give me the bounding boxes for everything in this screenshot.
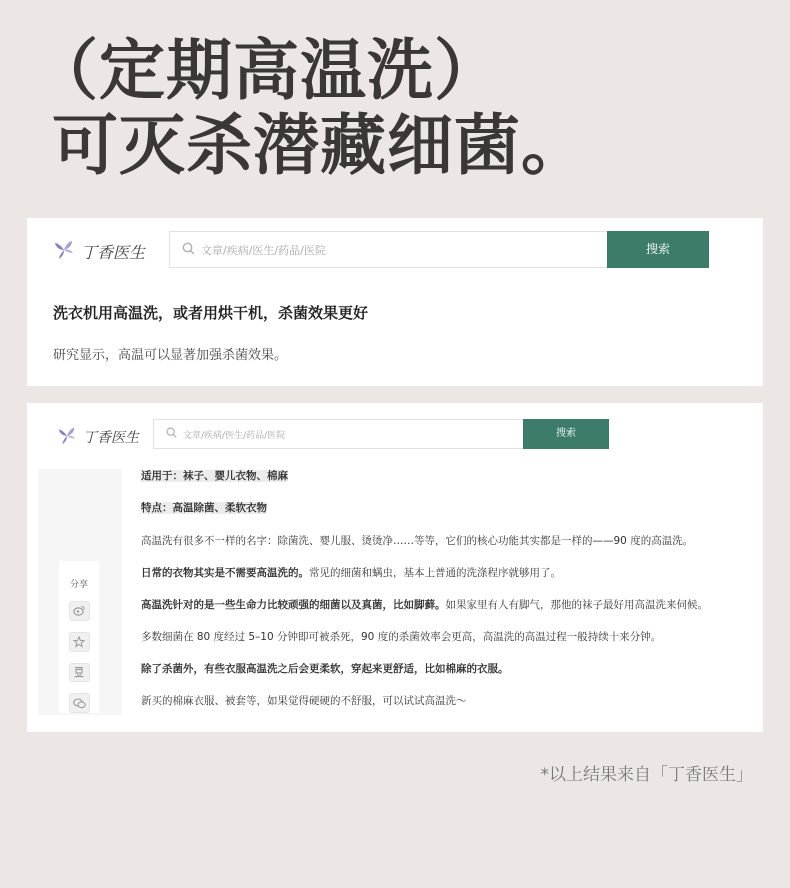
- article-summary: 研究显示，高温可以显著加强杀菌效果。: [53, 348, 288, 363]
- search-button[interactable]: 搜索: [523, 419, 609, 449]
- weibo-icon[interactable]: [69, 601, 90, 621]
- share-label: 分享: [69, 580, 88, 590]
- clove-logo-icon: [53, 238, 75, 264]
- brand-logo[interactable]: [53, 238, 145, 264]
- search-input[interactable]: [169, 231, 609, 268]
- star-icon[interactable]: [69, 632, 90, 652]
- article-title: 洗衣机用高温洗，或者用烘干机，杀菌效果更好: [53, 304, 369, 322]
- search-icon: [166, 427, 177, 441]
- article-paragraph-names: 高温洗有很多不一样的名字：除菌洗、婴儿服、烫烫净……等等，它们的核心功能其实都是一样的——90 度的高温洗。: [141, 535, 694, 547]
- headline-line-2: 可灭杀潜藏细菌。: [52, 107, 588, 184]
- screenshot-card-2: [27, 403, 763, 732]
- article-paragraph-softness: 除了杀菌外，有些衣服高温洗之后会更柔软，穿起来更舒适，比如棉麻的衣服。: [141, 663, 509, 675]
- douban-icon[interactable]: [69, 663, 90, 683]
- source-footnote: *以上结果来自「丁香医生」: [540, 765, 753, 785]
- article-paragraph-new-clothes: 新买的棉麻衣服、被套等，如果觉得硬硬的不舒服，可以试试高温洗～: [141, 695, 467, 707]
- article-applies-to: 适用于：袜子、婴儿衣物、棉麻: [141, 470, 288, 482]
- brand-logo-text: 丁香医生: [81, 242, 146, 262]
- screenshot-card-1: [27, 218, 763, 386]
- brand-logo-text: 丁香医生: [83, 430, 139, 446]
- brand-logo[interactable]: [57, 425, 139, 449]
- search-placeholder: 文章/疾病/医生/药品/医院: [183, 430, 286, 441]
- search-button[interactable]: 搜索: [607, 231, 709, 268]
- article-paragraph-target: 高温洗针对的是一些生命力比较顽强的细菌以及真菌，比如脚藓。如果家里有人有脚气，那他的袜子最好用高温洗来伺候。: [141, 599, 708, 611]
- article-features: 特点：高温除菌、柔软衣物: [141, 502, 267, 514]
- search-icon: [182, 242, 195, 258]
- article-paragraph-daily: 日常的衣物其实是不需要高温洗的。常见的细菌和螨虫，基本上普通的洗涤程序就够用了。: [141, 567, 561, 579]
- wechat-icon[interactable]: [69, 693, 90, 713]
- search-placeholder: 文章/疾病/医生/药品/医院: [201, 243, 326, 257]
- share-panel: [59, 561, 99, 713]
- clove-logo-icon: [57, 425, 77, 449]
- article-paragraph-temperature: 多数细菌在 80 度经过 5–10 分钟即可被杀死，90 度的杀菌效率会更高，高温洗的高温过程一般持续十来分钟。: [141, 631, 662, 643]
- search-input[interactable]: [153, 419, 553, 449]
- headline-line-1: （定期高温洗）: [32, 32, 501, 109]
